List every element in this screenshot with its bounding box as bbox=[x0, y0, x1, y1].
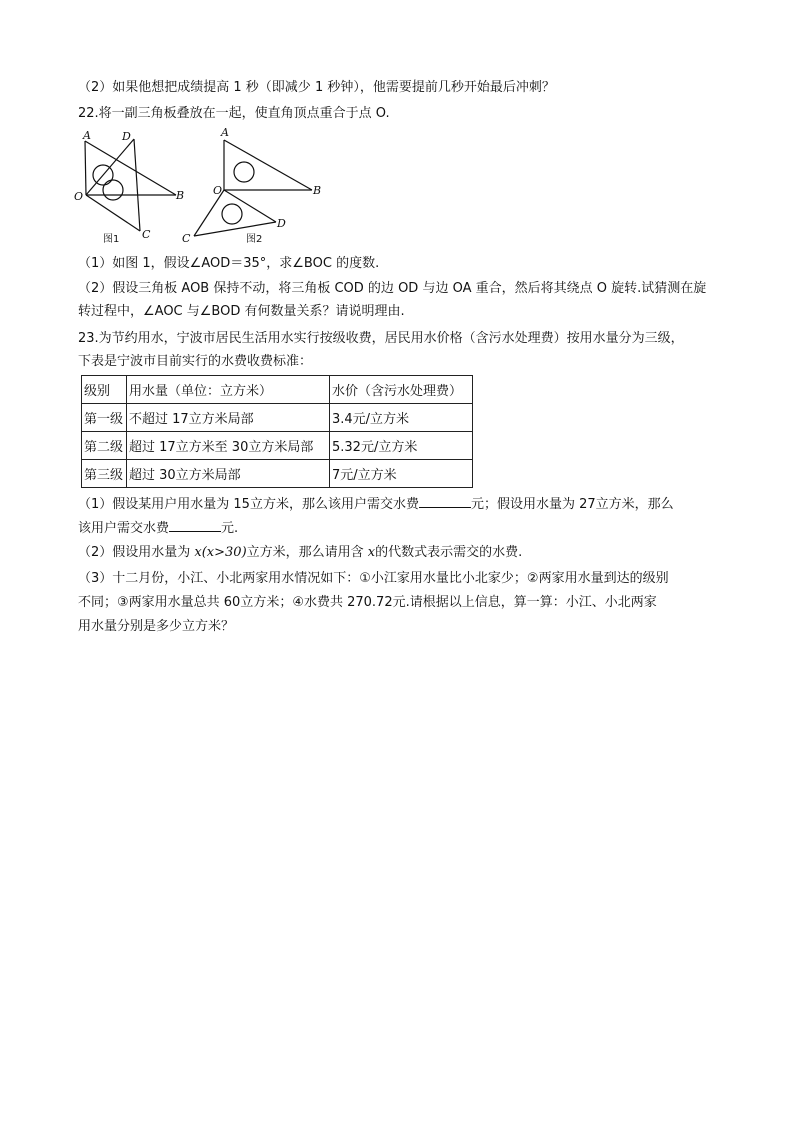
table-cell: 超过 30立方米局部 bbox=[127, 460, 330, 488]
question-23-part-1-line-2 bbox=[78, 519, 238, 538]
table-cell: 7元/立方米 bbox=[330, 460, 473, 488]
question-23-part-2 bbox=[78, 544, 522, 562]
question-22-title: 22.将一副三角板叠放在一起，使直角顶点重合于点 O. bbox=[78, 106, 390, 121]
answer-blank-1[interactable] bbox=[419, 495, 471, 508]
question-22-figures bbox=[72, 128, 332, 246]
question-22-part-2-line-1: （2）假设三角板 AOB 保持不动，将三角板 COD 的边 OD 与边 OA 重合，然后将其绕点 O 旋转.试猜测在旋 bbox=[78, 281, 707, 296]
part-1-text-b: 元；假设用水量为 27立方米，那么 bbox=[470, 497, 674, 512]
water-fee-table bbox=[81, 375, 473, 488]
fig1-label-a: A bbox=[83, 129, 91, 142]
table-row bbox=[82, 460, 473, 488]
part-2-text-b: 立方米，那么请用含 bbox=[246, 545, 368, 560]
part-1-text-d: 元. bbox=[221, 521, 239, 536]
table-row bbox=[82, 404, 473, 432]
part-2-text-a: （2）假设用水量为 bbox=[78, 545, 195, 560]
part-2-math-expression: x(x>30) bbox=[194, 545, 247, 560]
fig2-label-d: D bbox=[277, 217, 286, 230]
question-21-part-2: （2）如果他想把成绩提高 1 秒（即减少 1 秒钟），他需要提前几秒开始最后冲刺？ bbox=[78, 80, 555, 95]
fig1-label-b: B bbox=[176, 189, 185, 202]
table-header-cell: 级别 bbox=[82, 376, 127, 404]
answer-blank-2[interactable] bbox=[169, 519, 221, 532]
table-cell: 第三级 bbox=[82, 460, 127, 488]
fig1-label-d: D bbox=[122, 130, 131, 143]
part-2-variable: x bbox=[367, 545, 376, 560]
figure-1 bbox=[74, 129, 184, 245]
table-cell: 5.32元/立方米 bbox=[330, 432, 473, 460]
table-cell: 第一级 bbox=[82, 404, 127, 432]
fig2-label-o: O bbox=[213, 184, 223, 197]
table-header-row bbox=[82, 376, 473, 404]
question-23-part-3-line-3: 用水量分别是多少立方米？ bbox=[78, 619, 235, 634]
table-header-cell: 用水量（单位：立方米） bbox=[127, 376, 330, 404]
fig1-caption: 图1 bbox=[103, 234, 120, 245]
part-1-text-a: （1）假设某用户用水量为 15立方米，那么该用户需交水费 bbox=[78, 497, 419, 512]
figure-2 bbox=[182, 128, 321, 245]
fig2-label-c: C bbox=[182, 232, 191, 245]
table-row bbox=[82, 432, 473, 460]
part-2-text-c: 的代数式表示需交的水费. bbox=[375, 545, 523, 560]
fig1-label-c: C bbox=[142, 228, 151, 241]
question-22-part-1: （1）如图 1，假设∠AOD＝35°，求∠BOC 的度数. bbox=[78, 256, 380, 271]
table-header-cell: 水价（含污水处理费） bbox=[330, 376, 473, 404]
table-cell: 超过 17立方米至 30立方米局部 bbox=[127, 432, 330, 460]
table-cell: 不超过 17立方米局部 bbox=[127, 404, 330, 432]
table-cell: 第二级 bbox=[82, 432, 127, 460]
fig2-caption: 图2 bbox=[246, 234, 263, 245]
question-23-part-3-line-2: 不同；③两家用水量总共 60立方米；④水费共 270.72元.请根据以上信息，算一算：小江、小北两家 bbox=[78, 595, 657, 610]
question-23-part-1-line-1 bbox=[78, 495, 674, 514]
question-23-intro-line-2: 下表是宁波市目前实行的水费收费标准： bbox=[78, 354, 313, 369]
question-23-intro-line-1: 23.为节约用水，宁波市居民生活用水实行按级收费，居民用水价格（含污水处理费）按用水量分为三级， bbox=[78, 331, 684, 346]
question-22-part-2-line-2: 转过程中，∠AOC 与∠BOD 有何数量关系？请说明理由. bbox=[78, 304, 405, 319]
question-23-part-3-line-1: （3）十二月份，小江、小北两家用水情况如下：①小江家用水量比小北家少；②两家用水量到达的级别 bbox=[78, 571, 669, 586]
fig2-label-a: A bbox=[221, 128, 229, 139]
fig2-label-b: B bbox=[313, 184, 322, 197]
part-1-text-c: 该用户需交水费 bbox=[78, 521, 170, 536]
fig1-label-o: O bbox=[74, 190, 84, 203]
table-cell: 3.4元/立方米 bbox=[330, 404, 473, 432]
